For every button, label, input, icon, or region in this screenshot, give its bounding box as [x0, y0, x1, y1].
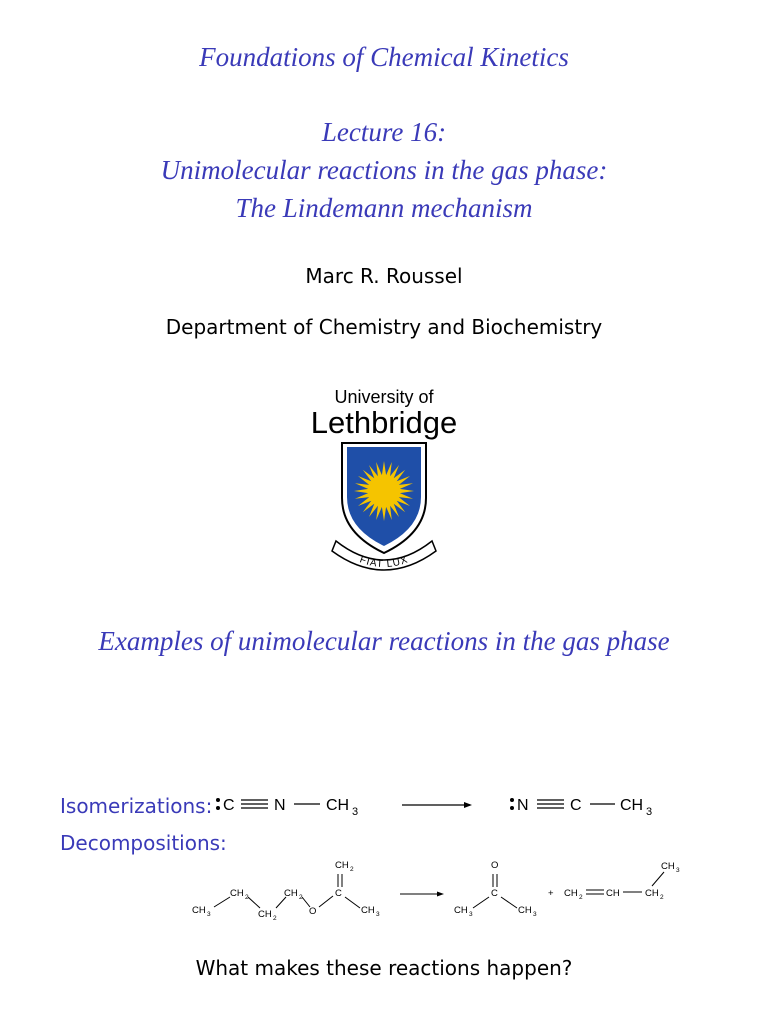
lecture-number: Lecture 16:: [321, 117, 447, 147]
closing-question: What makes these reactions happen?: [195, 956, 573, 980]
r-carbon: C: [335, 888, 342, 899]
r-ch2-top: CH: [335, 860, 349, 871]
product-sub3: 3: [646, 806, 653, 818]
p-ch2-end: CH: [645, 888, 659, 899]
r-ch2-a-sub: 2: [245, 894, 249, 901]
plus-sign: +: [548, 888, 554, 899]
logo-text-top: University of: [334, 387, 434, 407]
p-oxygen: O: [491, 860, 499, 871]
course-title: Foundations of Chemical Kinetics: [199, 42, 569, 72]
p-carbon: C: [491, 888, 498, 899]
p-ch2-alkene: CH: [564, 888, 578, 899]
decompositions-label: Decompositions:: [60, 831, 227, 855]
motto-text: FIAT LUX: [358, 554, 410, 571]
sun-icon: [354, 461, 414, 521]
r-ch2-b: CH: [258, 909, 272, 920]
p-ch3-right: CH: [518, 905, 532, 916]
decomposition-equation: [180, 852, 700, 930]
r-ch2-top-sub: 2: [350, 866, 354, 873]
reactant-n: N: [274, 797, 286, 814]
p-ch3-right-sub: 3: [533, 911, 537, 918]
r-ch2-c-sub: 2: [299, 894, 303, 901]
r-ch3-right-sub: 3: [376, 911, 380, 918]
p-ch2-alkene-sub: 2: [579, 894, 583, 901]
lecture-subtitle-line1: Unimolecular reactions in the gas phase:: [160, 155, 608, 185]
isomerizations-label: Isomerizations:: [60, 794, 213, 818]
product-n: N: [517, 797, 529, 814]
r-ch2-b-sub: 2: [273, 915, 277, 922]
reactant-c: C: [223, 797, 235, 814]
r-oxygen: O: [309, 906, 317, 917]
lecture-subtitle-line2: The Lindemann mechanism: [235, 193, 533, 223]
p-ch2-end-sub: 2: [660, 894, 664, 901]
r-ch3-left-sub: 3: [207, 911, 211, 918]
university-logo: [300, 383, 468, 573]
logo-text-main: Lethbridge: [310, 405, 458, 440]
product-ch: CH: [620, 797, 644, 814]
reactant-sub3: 3: [352, 806, 359, 818]
p-ch3-top-sub: 3: [676, 867, 680, 874]
sun-disk: [370, 477, 398, 505]
isomerization-equation: [210, 790, 680, 824]
p-ch3-top: CH: [661, 861, 675, 872]
r-ch3-left: CH: [192, 905, 206, 916]
author-name: Marc R. Roussel: [305, 264, 463, 288]
p-ch3-left-sub: 3: [469, 911, 473, 918]
department-name: Department of Chemistry and Biochemistry: [165, 315, 603, 339]
p-ch: CH: [606, 888, 620, 899]
university-logo-graphic: [300, 383, 468, 573]
r-ch2-c: CH: [284, 888, 298, 899]
r-ch2-a: CH: [230, 888, 244, 899]
r-ch3-right: CH: [361, 905, 375, 916]
product-c: C: [570, 797, 582, 814]
reactant-ch: CH: [326, 797, 350, 814]
p-ch3-left: CH: [454, 905, 468, 916]
slide2-heading: Examples of unimolecular reactions in the gas phase: [98, 626, 670, 656]
